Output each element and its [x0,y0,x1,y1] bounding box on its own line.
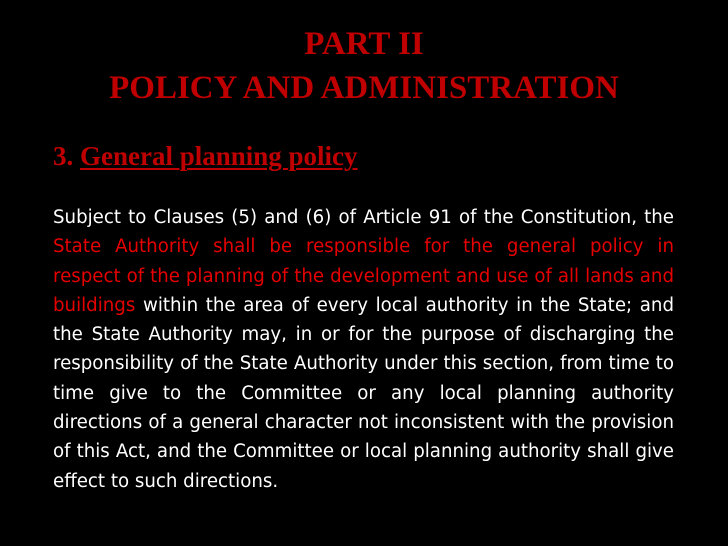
slide-title-main: POLICY AND ADMINISTRATION [109,70,619,106]
section-title: General planning policy [80,141,358,171]
section-number: 3. [53,141,74,171]
section-paragraph [53,203,674,496]
slide-title-part: PART II [304,26,424,62]
paragraph-text-start: Subject to Clauses (5) and (6) of Article 91 of the Constitution, the [53,207,674,228]
paragraph-text-end: within the area of every local authority in the State; and the State Authority may, in or for the purpose of discharging the responsibility of the State Authority under this section, from time to time give to the Committee or any local planning authority directions of a general character not inconsistent with the provision of this Act, and the Committee or local planning authority shall give effect to such directions. [53,294,674,492]
section-heading [53,139,358,173]
paragraph-highlight: State Authority shall be responsible for the general policy in respect of the planning of the development and use of all lands and buildings [53,236,674,316]
